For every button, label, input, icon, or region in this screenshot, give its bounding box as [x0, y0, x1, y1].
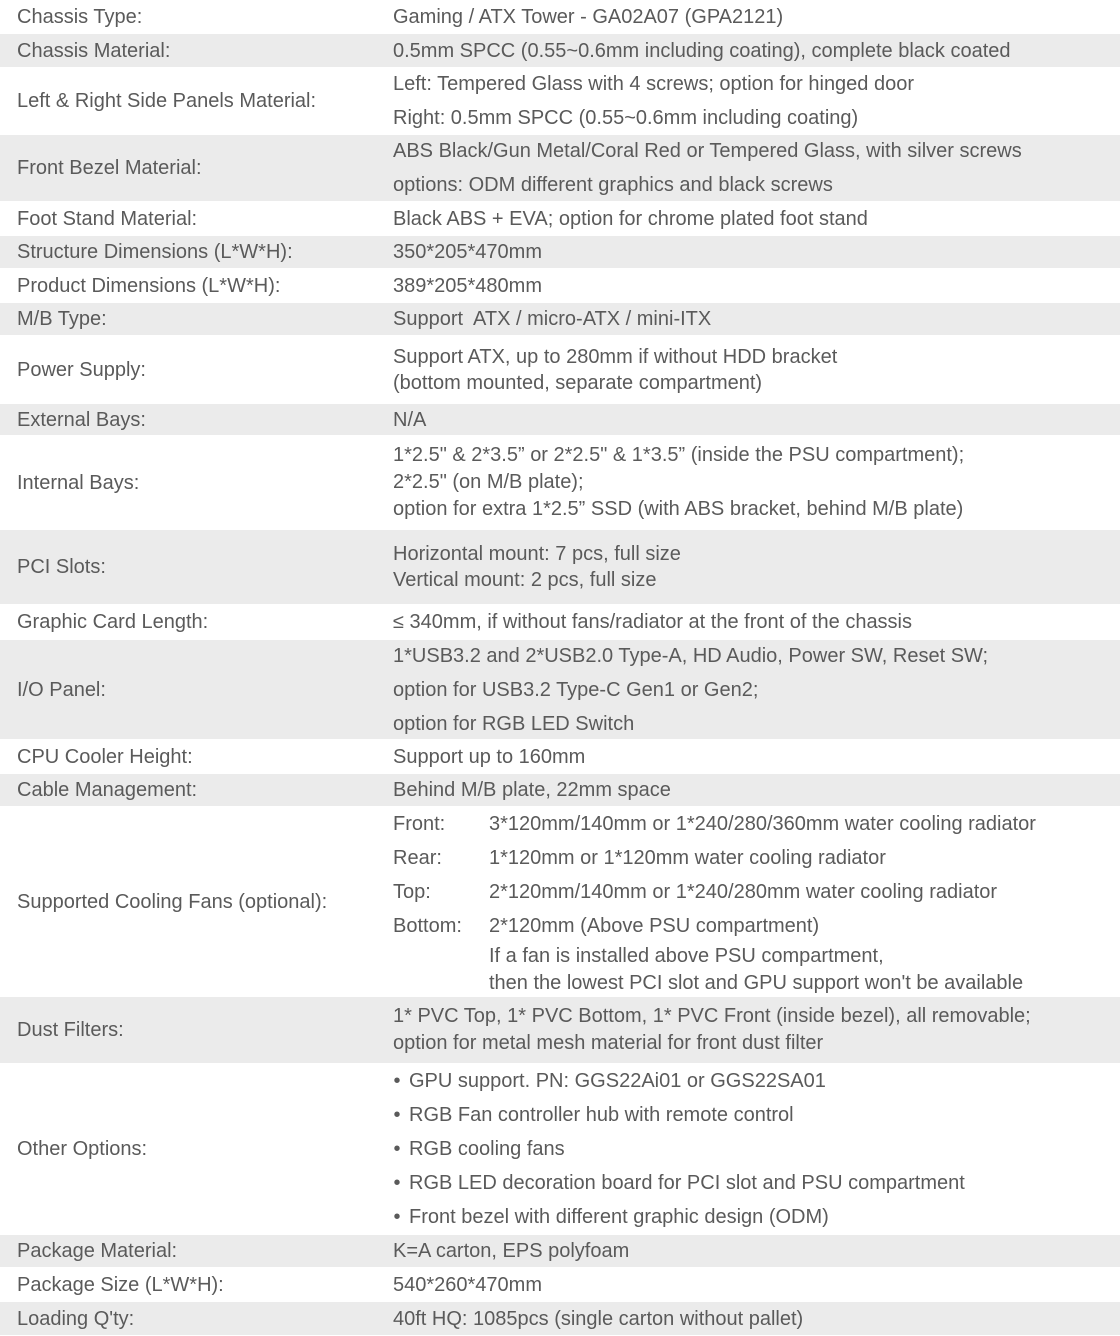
value-line: Vertical mount: 2 pcs, full size: [393, 569, 657, 591]
spec-row: [0, 605, 1120, 640]
spec-row: [0, 68, 1120, 135]
spec-row: [0, 740, 1120, 774]
fan-position: Top:: [393, 880, 431, 903]
spec-label: Left & Right Side Panels Material:: [17, 90, 317, 112]
spec-row: [0, 269, 1120, 303]
spec-row: [0, 336, 1120, 404]
bullet-dot-icon: •: [393, 1104, 401, 1126]
spec-row: [0, 807, 1120, 997]
value-line: Black ABS + EVA; option for chrome plated foot stand: [393, 207, 868, 230]
value-line: ≤ 340mm, if without fans/radiator at the front of the chassis: [393, 611, 913, 633]
spec-label: PCI Slots:: [17, 556, 106, 578]
bullet-dot-icon: •: [393, 1206, 401, 1228]
spec-label: Loading Q'ty:: [17, 1307, 135, 1330]
spec-label: Structure Dimensions (L*W*H):: [17, 241, 293, 263]
fan-spec: 2*120mm (Above PSU compartment): [489, 914, 820, 937]
value-line: 2*2.5" (on M/B plate);: [393, 471, 584, 493]
spec-value: [376, 442, 1120, 523]
bullet-item: [393, 1064, 1120, 1098]
fan-spec: 3*120mm/140mm or 1*240/280/360mm water cooling radiator: [489, 812, 1036, 835]
spec-row: [0, 1235, 1120, 1268]
spec-value: [376, 1273, 1120, 1297]
spec-value: [376, 307, 1120, 331]
spec-value: [376, 807, 1120, 997]
spec-label: Foot Stand Material:: [17, 207, 198, 230]
value-line: option for USB3.2 Type-C Gen1 or Gen2;: [393, 678, 759, 701]
spec-value: [376, 1307, 1120, 1331]
value-line: ABS Black/Gun Metal/Coral Red or Tempered Glass, with silver screws: [393, 140, 1022, 162]
spec-value: [376, 274, 1120, 298]
spec-label: Front Bezel Material:: [17, 157, 202, 179]
bullet-text: GPU support. PN: GGS22Ai01 or GGS22SA01: [409, 1070, 826, 1092]
value-line: option for extra 1*2.5” SSD (with ABS bracket, behind M/B plate): [393, 498, 964, 520]
value-line: 540*260*470mm: [393, 1273, 542, 1296]
value-line: Right: 0.5mm SPCC (0.55~0.6mm including coating): [393, 107, 859, 129]
spec-row: [0, 135, 1120, 202]
fan-position: Front:: [393, 812, 446, 835]
spec-value: [376, 1003, 1120, 1057]
spec-row: [0, 0, 1120, 34]
spec-label: I/O Panel:: [17, 678, 106, 701]
spec-row: [0, 436, 1120, 530]
bullet-dot-icon: •: [393, 1070, 401, 1092]
fan-note: If a fan is installed above PSU compartment,: [489, 944, 884, 967]
bullet-text: RGB Fan controller hub with remote control: [409, 1104, 794, 1126]
value-line: options: ODM different graphics and black screws: [393, 174, 833, 196]
fan-spec: 1*120mm or 1*120mm water cooling radiator: [489, 846, 886, 869]
spec-row: [0, 236, 1120, 269]
spec-row: [0, 1302, 1120, 1336]
value-line: 350*205*470mm: [393, 241, 542, 263]
spec-value: [376, 134, 1120, 202]
fan-line: [393, 875, 1120, 909]
value-line: Support ATX, up to 280mm if without HDD bracket: [393, 345, 838, 368]
value-line: option for metal mesh material for front dust filter: [393, 1032, 824, 1054]
spec-label: External Bays:: [17, 408, 146, 431]
spec-row: [0, 997, 1120, 1064]
spec-label: Graphic Card Length:: [17, 611, 209, 633]
spec-value: [376, 1064, 1120, 1234]
fan-line: [393, 909, 1120, 943]
spec-label: Power Supply:: [17, 358, 146, 381]
spec-row: [0, 530, 1120, 605]
spec-row: [0, 34, 1120, 68]
value-line: Horizontal mount: 7 pcs, full size: [393, 543, 681, 565]
spec-label: Package Material:: [17, 1240, 178, 1262]
spec-label: M/B Type:: [17, 308, 107, 330]
spec-label: Cable Management:: [17, 779, 198, 801]
spec-row: [0, 303, 1120, 336]
spec-value: [376, 344, 1120, 396]
value-line: option for RGB LED Switch: [393, 712, 635, 735]
value-line: Behind M/B plate, 22mm space: [393, 779, 671, 801]
spec-value: [376, 745, 1120, 769]
value-line: Left: Tempered Glass with 4 screws; option for hinged door: [393, 73, 915, 95]
fan-line: [393, 841, 1120, 875]
spec-value: [376, 39, 1120, 63]
fan-position: Rear:: [393, 846, 442, 869]
fan-note: then the lowest PCI slot and GPU support won't be available: [489, 971, 1024, 994]
bullet-text: RGB cooling fans: [409, 1138, 565, 1160]
value-line: 1* PVC Top, 1* PVC Bottom, 1* PVC Front (inside bezel), all removable;: [393, 1005, 1031, 1027]
spec-value: [376, 778, 1120, 802]
bullet-dot-icon: •: [393, 1172, 401, 1194]
bullet-item: [393, 1098, 1120, 1132]
bullet-item: [393, 1132, 1120, 1166]
spec-row: [0, 202, 1120, 236]
bullet-text: RGB LED decoration board for PCI slot and PSU compartment: [409, 1172, 965, 1194]
value-line: 40ft HQ: 1085pcs (single carton without pallet): [393, 1307, 804, 1330]
spec-label: CPU Cooler Height:: [17, 745, 193, 768]
spec-value: [376, 408, 1120, 432]
spec-value: [376, 67, 1120, 135]
spec-row: [0, 404, 1120, 436]
spec-row: [0, 774, 1120, 807]
spec-row: [0, 1268, 1120, 1302]
spec-label: Other Options:: [17, 1138, 148, 1160]
bullet-item: [393, 1166, 1120, 1200]
spec-label: Chassis Type:: [17, 5, 143, 28]
spec-label: Package Size (L*W*H):: [17, 1273, 224, 1296]
value-line: Support ATX / micro-ATX / mini-ITX: [393, 308, 712, 330]
spec-value: [376, 639, 1120, 741]
spec-label: Internal Bays:: [17, 471, 140, 494]
value-line: K=A carton, EPS polyfoam: [393, 1240, 630, 1262]
value-line: 389*205*480mm: [393, 274, 542, 297]
fan-spec: 2*120mm/140mm or 1*240/280mm water cooling radiator: [489, 880, 998, 903]
spec-value: [376, 1239, 1120, 1263]
value-line: 1*USB3.2 and 2*USB2.0 Type-A, HD Audio, Power SW, Reset SW;: [393, 644, 989, 667]
spec-value: [376, 207, 1120, 231]
bullet-text: Front bezel with different graphic design (ODM): [409, 1206, 829, 1228]
spec-label: Dust Filters:: [17, 1019, 124, 1041]
bullet-item: [393, 1200, 1120, 1234]
spec-value: [376, 5, 1120, 29]
value-line: 0.5mm SPCC (0.55~0.6mm including coating), complete black coated: [393, 39, 1011, 62]
fan-position: Bottom:: [393, 914, 462, 937]
spec-label: Chassis Material:: [17, 39, 171, 62]
spec-row: [0, 1064, 1120, 1235]
fan-line: [393, 807, 1120, 841]
spec-value: [376, 541, 1120, 593]
spec-value: [376, 610, 1120, 634]
value-line: Support up to 160mm: [393, 745, 586, 768]
value-line: 1*2.5" & 2*3.5” or 2*2.5" & 1*3.5” (inside the PSU compartment);: [393, 444, 965, 466]
spec-row: [0, 640, 1120, 740]
bullet-dot-icon: •: [393, 1138, 401, 1160]
spec-label: Supported Cooling Fans (optional):: [17, 890, 328, 913]
spec-label: Product Dimensions (L*W*H):: [17, 274, 281, 297]
value-line: (bottom mounted, separate compartment): [393, 371, 763, 394]
spec-value: [376, 240, 1120, 264]
value-line: N/A: [393, 408, 427, 431]
value-line: Gaming / ATX Tower - GA02A07 (GPA2121): [393, 5, 784, 28]
